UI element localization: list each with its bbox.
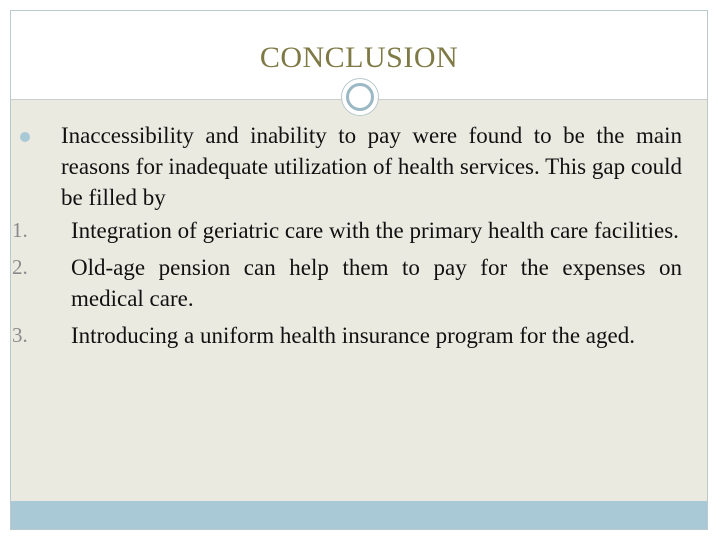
list-item-3 [12,320,682,351]
list-item-text: Integration of geriatric care with the primary health care facilities. [71,218,679,243]
slide-content [12,120,682,351]
divider-circle-ornament [341,78,379,116]
slide-title: CONCLUSION [259,41,459,74]
list-item-2 [12,252,682,314]
footer-band [11,501,707,529]
bullet-item [12,120,682,213]
list-number: 1. [12,218,28,242]
list-item-text: Old-age pension can help them to pay for the expenses on medical care. [71,255,682,311]
bullet-dot-icon [20,132,30,142]
bullet-text: Inaccessibility and inability to pay were found to be the main reasons for inadequate utilization of health services. This gap could be filled by [61,123,682,210]
list-number: 3. [12,323,28,347]
list-item-text: Introducing a uniform health insurance program for the aged. [71,323,635,348]
list-item-1 [12,215,682,246]
list-number: 2. [12,255,28,279]
